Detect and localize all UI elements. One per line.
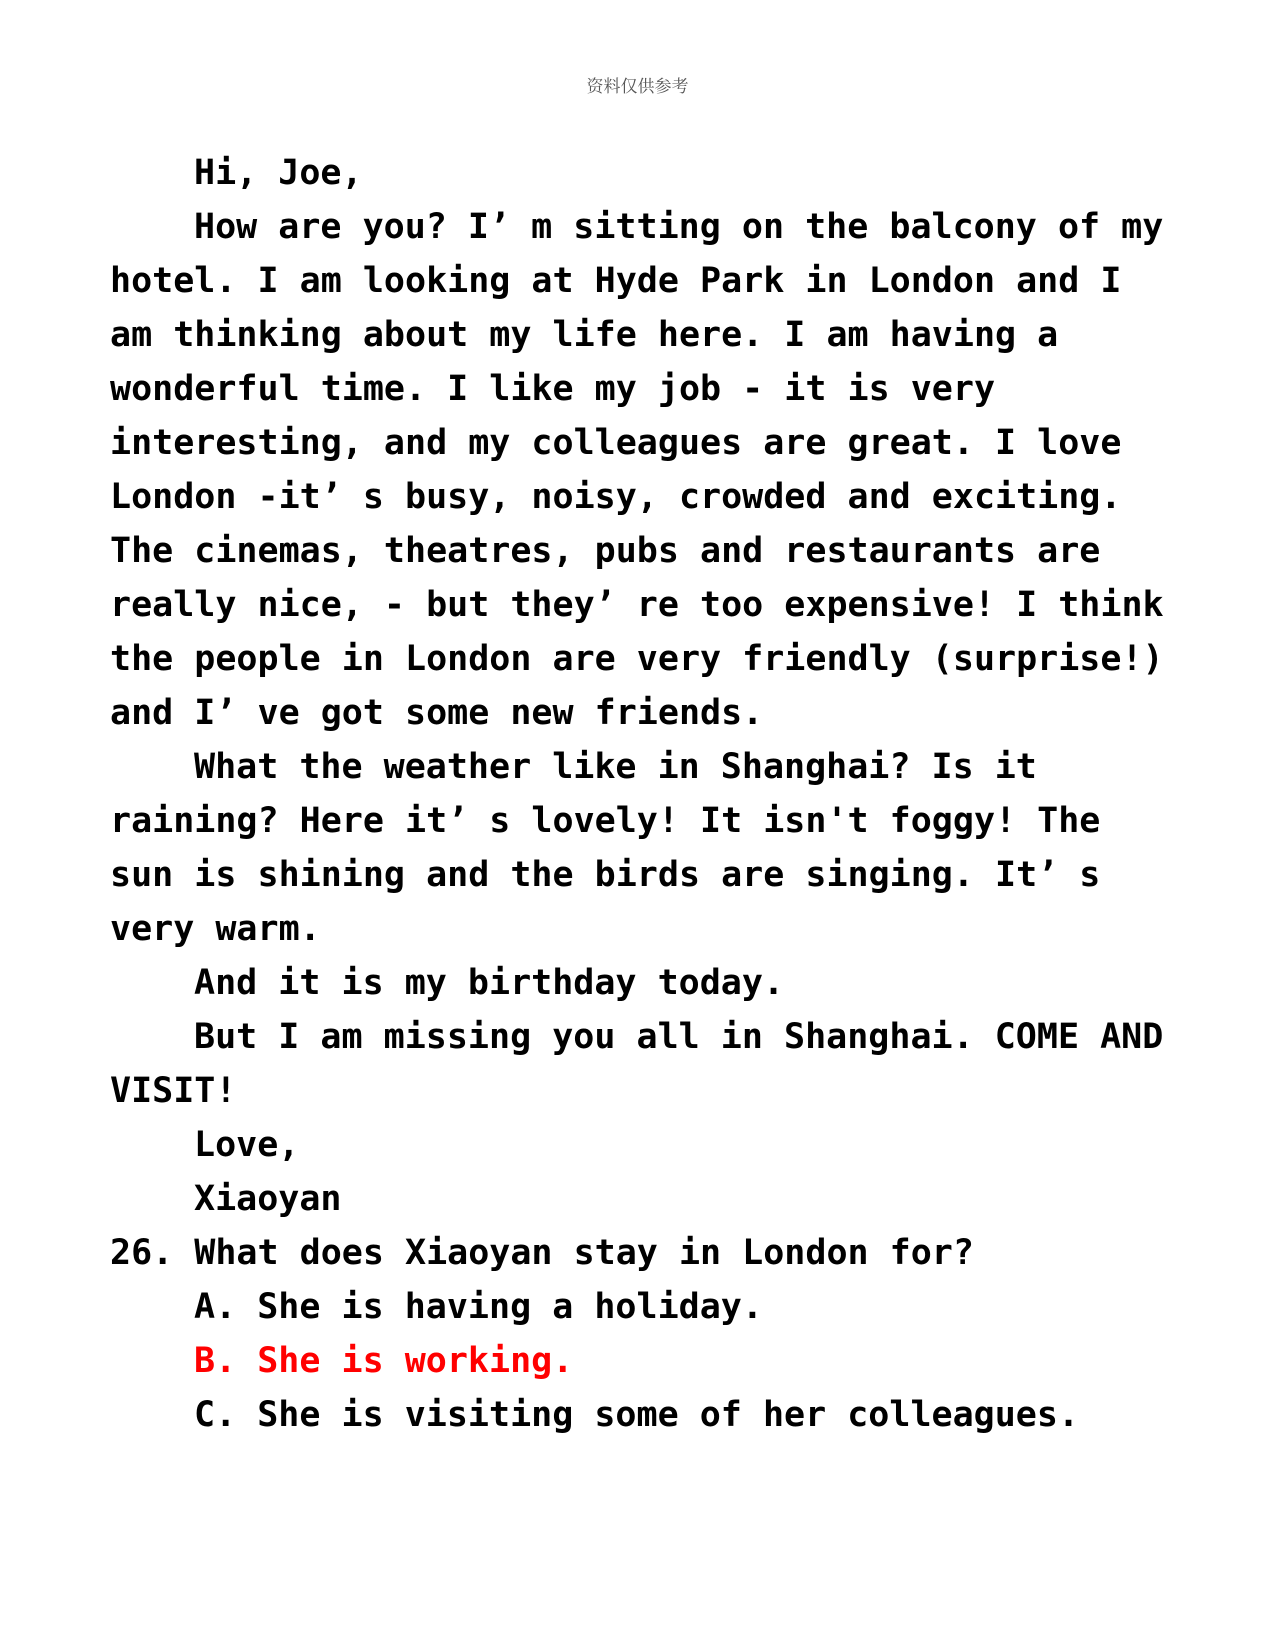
letter-line: hotel. I am looking at Hyde Park in London and I xyxy=(110,261,1122,301)
letter-line: am thinking about my life here. I am having a xyxy=(110,315,1059,355)
letter-line: the people in London are very friendly (surprise!) xyxy=(110,639,1164,679)
letter-line: wonderful time. I like my job - it is very xyxy=(110,369,996,409)
letter-document xyxy=(110,146,1170,1442)
letter-line: How are you? I’ m sitting on the balcony of my xyxy=(194,207,1164,247)
option-a: A. She is having a holiday. xyxy=(194,1287,763,1327)
letter-line: But I am missing you all in Shanghai. COME AND xyxy=(194,1017,1164,1057)
letter-line: really nice, - but they’ re too expensive! I think xyxy=(110,585,1164,625)
page-header-note: 资料仅供参考 xyxy=(586,77,689,97)
letter-line: and I’ ve got some new friends. xyxy=(110,693,764,733)
letter-signature: Xiaoyan xyxy=(194,1179,342,1219)
option-b-answer: B. She is working. xyxy=(194,1341,574,1381)
letter-line: What the weather like in Shanghai? Is it xyxy=(194,747,1037,787)
letter-line: And it is my birthday today. xyxy=(194,963,785,1003)
question-text: 26. What does Xiaoyan stay in London for? xyxy=(110,1233,974,1273)
letter-line: raining? Here it’ s lovely! It isn't foggy! The xyxy=(110,801,1101,841)
option-c: C. She is visiting some of her colleagues. xyxy=(194,1395,1080,1435)
letter-line: VISIT! xyxy=(110,1071,237,1111)
letter-greeting: Hi, Joe, xyxy=(194,153,363,193)
letter-closing: Love, xyxy=(194,1125,300,1165)
letter-line: very warm. xyxy=(110,909,321,949)
letter-line: sun is shining and the birds are singing. It’ s xyxy=(110,855,1101,895)
letter-line: interesting, and my colleagues are great. I love xyxy=(110,423,1122,463)
letter-line: The cinemas, theatres, pubs and restaurants are xyxy=(110,531,1101,571)
letter-line: London -it’ s busy, noisy, crowded and exciting. xyxy=(110,477,1122,517)
